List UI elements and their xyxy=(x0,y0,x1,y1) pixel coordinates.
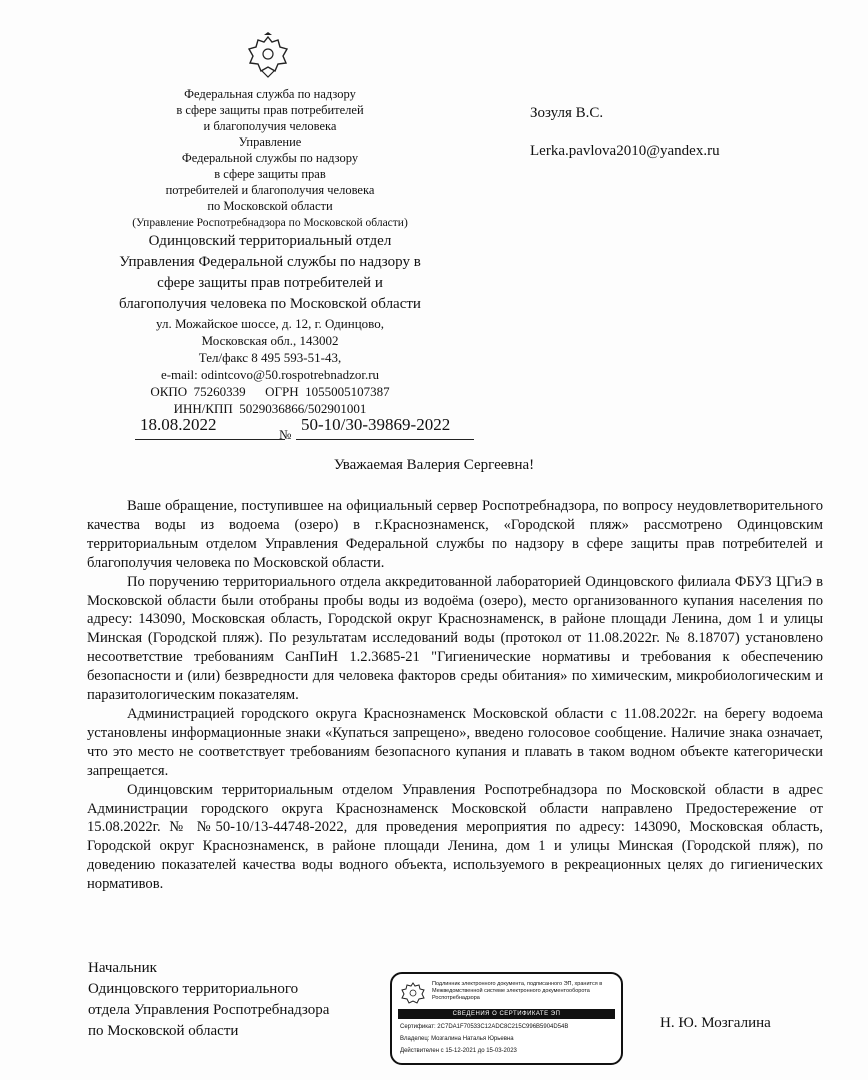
signer-name: Н. Ю. Мозгалина xyxy=(660,1015,771,1031)
position-line: Одинцовского территориального xyxy=(88,981,299,997)
letter-body xyxy=(87,497,823,894)
document-date: 18.08.2022 xyxy=(140,415,217,434)
stamp-note: Подлинник электронного документа, подписанного ЭП, хранится в Межведомственной системе электронного документооборота Роспотребнадзора xyxy=(432,981,603,1001)
certificate-number: Сертификат: 2C7DA1F70533C12ADC8C215C996B5904D54B xyxy=(400,1024,569,1030)
greeting: Уважаемая Валерия Сергеевна! xyxy=(333,457,535,473)
agency-short-name: (Управление Роспотребнадзора по Московской области) xyxy=(132,217,408,229)
phone-line: Тел/факс 8 495 593-51-43, xyxy=(198,350,342,365)
agency-name: потребителей и благополучия человека xyxy=(165,183,375,197)
date-underline xyxy=(135,439,285,440)
recipient-email: Lerka.pavlova2010@yandex.ru xyxy=(530,143,720,159)
signatory-position xyxy=(88,958,329,1042)
department-name: сфере защиты прав потребителей и xyxy=(157,275,383,291)
agency-name: и благополучия человека xyxy=(203,119,337,133)
agency-name: в сфере защиты прав потребителей xyxy=(176,103,364,117)
number-underline xyxy=(296,439,474,440)
agency-name: Федеральная служба по надзору xyxy=(184,87,356,101)
department-name: Одинцовский территориальный отдел xyxy=(148,233,392,249)
certificate-validity: Действителен с 15-12-2021 до 15-03-2023 xyxy=(400,1048,517,1054)
document-number: 50-10/30-39869-2022 xyxy=(301,415,451,434)
coat-of-arms-icon xyxy=(400,980,426,1008)
position-line: Начальник xyxy=(88,960,157,976)
agency-name: по Московской области xyxy=(207,199,333,213)
okpo-ogrn-line: ОКПО 75260339 ОГРН 1055005107387 xyxy=(150,384,390,399)
paragraph: Администрацией городского округа Краснознаменск Московской области с 11.08.2022г. на берегу водоема установлены информационные знаки «Купаться запрещено», введено голосовое сообщение. Наличие знака означает, что это место не соответствует требованиям безопасного купания и плавать в таком водном объекте категорически запрещается. xyxy=(87,705,823,779)
agency-name: в сфере защиты прав xyxy=(214,167,326,181)
electronic-signature-stamp xyxy=(390,972,623,1065)
agency-name: Управление xyxy=(238,135,302,149)
department-name: благополучия человека по Московской области xyxy=(119,296,421,312)
paragraph: Одинцовским территориальным отделом Управления Роспотребнадзора по Московской области в адрес Администрации городского округа Краснознаменск Московской области направлено Предостережение от 15.08.2022г. № №50-10/13-44748-2022, для проведения мероприятия по адресу: 143090, Московская область, Городской округ Краснознаменск, в районе площади Ленина, дом 1 и улицы Минская (Городской пляж), по доведению показателей качества воды водного объекта, используемого в рекреационных целях до гигиенических нормативов. xyxy=(87,781,823,893)
certificate-owner: Владелец: Мозгалина Наталья Юрьевна xyxy=(400,1036,514,1042)
position-line: по Московской области xyxy=(88,1023,239,1039)
address-line: Московская обл., 143002 xyxy=(201,333,339,348)
recipient-name: Зозуля В.С. xyxy=(530,105,604,121)
coat-of-arms-icon xyxy=(244,31,292,79)
certificate-band: СВЕДЕНИЯ О СЕРТИФИКАТЕ ЭП xyxy=(398,1009,615,1019)
position-line: отдела Управления Роспотребнадзора xyxy=(88,1002,330,1018)
paragraph: Ваше обращение, поступившее на официальный сервер Роспотребнадзора, по вопросу неудовлетворительного качества воды из водоема (озеро) в г.Краснознаменск, «Городской пляж» рассмотрено Одинцовским территориальным отделом Управления Федеральной службы по надзору в сфере защиты прав потребителей и благополучия человека по Московской области. xyxy=(87,498,823,571)
paragraph: По поручению территориального отдела аккредитованной лабораторией Одинцовского филиала ФБУЗ ЦГиЭ в Московской области были отобраны пробы воды из водоёма (озеро), место организованного купания населения по адресу: 143090, Московская область, Городской округ Краснознаменск, в районе площади Ленина, дом 1 и улицы Минская (Городской пляж). По результатам исследований воды (протокол от 11.08.2022г. № 8.18707) установлено несоответствие требованиям СанПиН 1.2.3685-21 "Гигиенические нормативы и требования к обеспечению безопасности и (или) безвредности для человека факторов среды обитания» по химическим, микробиологическим и паразитологическим показателям. xyxy=(87,573,823,704)
number-sign: № xyxy=(279,427,292,442)
inn-kpp-line: ИНН/КПП 5029036866/502901001 xyxy=(173,401,367,416)
agency-name: Федеральной службы по надзору xyxy=(181,151,359,165)
address-line: ул. Можайское шоссе, д. 12, г. Одинцово, xyxy=(156,316,384,331)
email-line: e-mail: odintcovo@50.rospotrebnadzor.ru xyxy=(160,367,380,382)
department-name: Управления Федеральной службы по надзору в xyxy=(119,254,421,270)
